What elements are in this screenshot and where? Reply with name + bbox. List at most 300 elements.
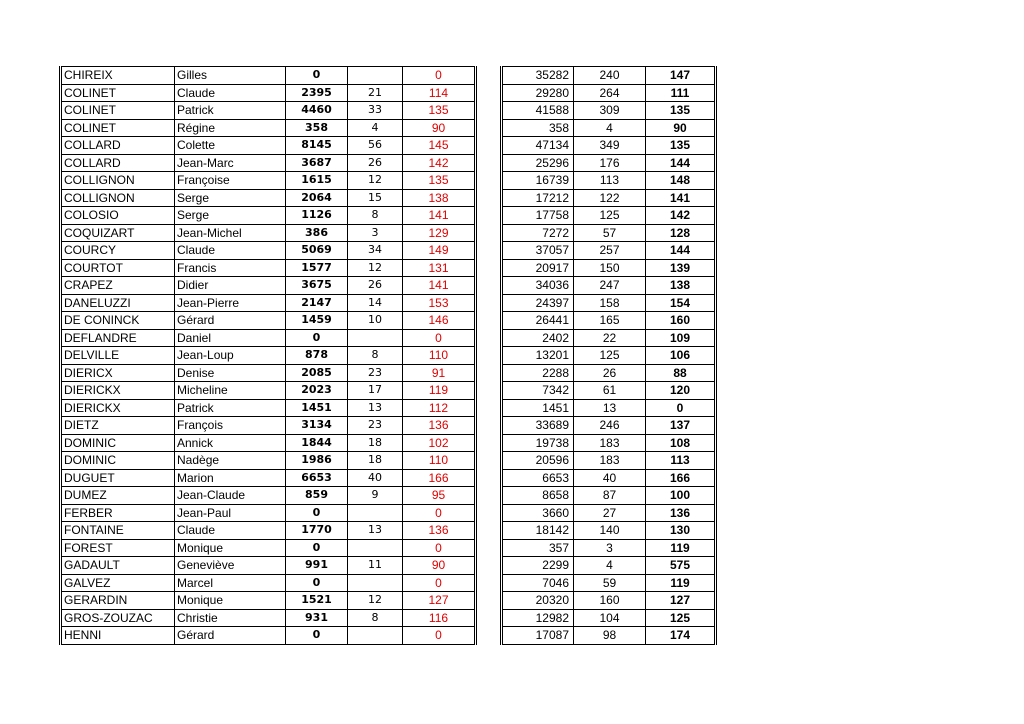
cell-total-points: 1451 — [286, 399, 348, 417]
cell-average: 145 — [403, 137, 476, 155]
cell-cumulative-average: 138 — [646, 277, 716, 295]
cell-cumulative-average: 0 — [646, 399, 716, 417]
table-row — [502, 434, 716, 452]
cell-total-points: 931 — [286, 609, 348, 627]
cell-cumulative-games: 113 — [574, 172, 646, 190]
table-row — [61, 102, 476, 120]
cell-cumulative-average: 106 — [646, 347, 716, 365]
cell-cumulative-average: 90 — [646, 119, 716, 137]
cell-games-count: 33 — [348, 102, 403, 120]
table-row — [61, 592, 476, 610]
cell-total-points: 2395 — [286, 84, 348, 102]
cell-cumulative-average: 88 — [646, 364, 716, 382]
player-first-name: Christie — [175, 609, 286, 627]
table-row — [61, 609, 476, 627]
player-first-name: Gérard — [175, 627, 286, 645]
player-first-name: Patrick — [175, 102, 286, 120]
cell-cumulative-games: 349 — [574, 137, 646, 155]
table-row — [502, 557, 716, 575]
cell-average: 0 — [403, 627, 476, 645]
cell-total-points: 1521 — [286, 592, 348, 610]
cell-total-points: 358 — [286, 119, 348, 137]
cell-total-points: 0 — [286, 539, 348, 557]
cell-cumulative-points: 37057 — [502, 242, 574, 260]
cell-total-points: 1459 — [286, 312, 348, 330]
cell-cumulative-average: 113 — [646, 452, 716, 470]
player-last-name: COLOSIO — [61, 207, 175, 225]
cell-cumulative-average: 142 — [646, 207, 716, 225]
cell-games-count: 14 — [348, 294, 403, 312]
player-last-name: GERARDIN — [61, 592, 175, 610]
table-row — [61, 434, 476, 452]
table-row — [61, 504, 476, 522]
cell-cumulative-points: 2299 — [502, 557, 574, 575]
cell-cumulative-games: 3 — [574, 539, 646, 557]
cell-games-count: 12 — [348, 259, 403, 277]
cell-cumulative-points: 1451 — [502, 399, 574, 417]
table-row — [61, 522, 476, 540]
cell-games-count: 26 — [348, 154, 403, 172]
table-row — [61, 207, 476, 225]
cell-average: 0 — [403, 574, 476, 592]
cell-average: 127 — [403, 592, 476, 610]
table-row — [502, 592, 716, 610]
cell-cumulative-points: 24397 — [502, 294, 574, 312]
cell-total-points: 3687 — [286, 154, 348, 172]
cell-cumulative-games: 4 — [574, 119, 646, 137]
cell-games-count: 8 — [348, 347, 403, 365]
player-first-name: Marcel — [175, 574, 286, 592]
cell-cumulative-average: 119 — [646, 574, 716, 592]
table-row — [61, 487, 476, 505]
cell-games-count — [348, 329, 403, 347]
cell-cumulative-games: 247 — [574, 277, 646, 295]
player-last-name: CHIREIX — [61, 67, 175, 85]
player-first-name: Jean-Marc — [175, 154, 286, 172]
table-row — [502, 574, 716, 592]
cell-cumulative-average: 148 — [646, 172, 716, 190]
player-first-name: Gilles — [175, 67, 286, 85]
cell-cumulative-games: 183 — [574, 434, 646, 452]
cell-cumulative-average: 109 — [646, 329, 716, 347]
table-row — [502, 487, 716, 505]
cell-average: 114 — [403, 84, 476, 102]
table-row — [61, 84, 476, 102]
cell-games-count: 10 — [348, 312, 403, 330]
table-row — [502, 137, 716, 155]
player-first-name: Geneviève — [175, 557, 286, 575]
cell-cumulative-average: 111 — [646, 84, 716, 102]
player-last-name: HENNI — [61, 627, 175, 645]
player-last-name: COLLIGNON — [61, 172, 175, 190]
table-row — [502, 119, 716, 137]
cell-total-points: 0 — [286, 574, 348, 592]
cell-average: 0 — [403, 67, 476, 85]
table-row — [61, 259, 476, 277]
cell-cumulative-points: 13201 — [502, 347, 574, 365]
player-first-name: Claude — [175, 84, 286, 102]
cell-average: 141 — [403, 207, 476, 225]
cell-average: 146 — [403, 312, 476, 330]
player-last-name: COURTOT — [61, 259, 175, 277]
cell-cumulative-games: 57 — [574, 224, 646, 242]
table-row — [61, 417, 476, 435]
cell-cumulative-games: 158 — [574, 294, 646, 312]
player-first-name: Jean-Paul — [175, 504, 286, 522]
player-first-name: Jean-Claude — [175, 487, 286, 505]
cell-cumulative-games: 140 — [574, 522, 646, 540]
cell-games-count: 8 — [348, 207, 403, 225]
player-last-name: DUGUET — [61, 469, 175, 487]
cell-total-points: 1844 — [286, 434, 348, 452]
cell-cumulative-average: 147 — [646, 67, 716, 85]
cell-cumulative-average: 100 — [646, 487, 716, 505]
player-first-name: Nadège — [175, 452, 286, 470]
cell-cumulative-average: 125 — [646, 609, 716, 627]
player-first-name: Françoise — [175, 172, 286, 190]
cell-cumulative-points: 16739 — [502, 172, 574, 190]
player-first-name: François — [175, 417, 286, 435]
table-row — [502, 399, 716, 417]
table-row — [502, 539, 716, 557]
cell-cumulative-average: 119 — [646, 539, 716, 557]
cell-total-points: 2085 — [286, 364, 348, 382]
player-first-name: Daniel — [175, 329, 286, 347]
table-row — [61, 399, 476, 417]
cell-cumulative-games: 4 — [574, 557, 646, 575]
cell-cumulative-points: 7046 — [502, 574, 574, 592]
cell-cumulative-average: 130 — [646, 522, 716, 540]
cell-games-count — [348, 539, 403, 557]
cell-total-points: 0 — [286, 627, 348, 645]
table-row — [61, 382, 476, 400]
table-row — [61, 364, 476, 382]
cell-cumulative-games: 98 — [574, 627, 646, 645]
table-row — [502, 207, 716, 225]
cell-total-points: 878 — [286, 347, 348, 365]
cell-average: 153 — [403, 294, 476, 312]
cell-cumulative-points: 12982 — [502, 609, 574, 627]
table-row — [61, 294, 476, 312]
cell-cumulative-games: 176 — [574, 154, 646, 172]
cell-games-count: 11 — [348, 557, 403, 575]
player-first-name: Serge — [175, 207, 286, 225]
cell-average: 129 — [403, 224, 476, 242]
cell-games-count: 3 — [348, 224, 403, 242]
cell-cumulative-games: 61 — [574, 382, 646, 400]
cell-average: 90 — [403, 557, 476, 575]
cell-total-points: 8145 — [286, 137, 348, 155]
cell-total-points: 0 — [286, 67, 348, 85]
table-row — [61, 627, 476, 645]
player-last-name: DIERICX — [61, 364, 175, 382]
cell-cumulative-average: 139 — [646, 259, 716, 277]
cell-games-count: 18 — [348, 452, 403, 470]
table-row — [61, 137, 476, 155]
player-first-name: Francis — [175, 259, 286, 277]
cell-games-count: 9 — [348, 487, 403, 505]
table-row — [502, 84, 716, 102]
table-row — [61, 539, 476, 557]
table-row — [61, 574, 476, 592]
table-row — [61, 119, 476, 137]
table-row — [61, 469, 476, 487]
cell-total-points: 0 — [286, 329, 348, 347]
cell-cumulative-points: 35282 — [502, 67, 574, 85]
cell-cumulative-points: 358 — [502, 119, 574, 137]
cell-cumulative-average: 135 — [646, 102, 716, 120]
cell-cumulative-points: 3660 — [502, 504, 574, 522]
left-score-table — [59, 66, 477, 645]
table-row — [61, 67, 476, 85]
player-last-name: COQUIZART — [61, 224, 175, 242]
cell-average: 131 — [403, 259, 476, 277]
table-row — [502, 364, 716, 382]
cell-cumulative-points: 41588 — [502, 102, 574, 120]
cell-cumulative-games: 240 — [574, 67, 646, 85]
cell-cumulative-average: 141 — [646, 189, 716, 207]
table-row — [502, 627, 716, 645]
cell-games-count: 40 — [348, 469, 403, 487]
cell-average: 119 — [403, 382, 476, 400]
table-row — [61, 189, 476, 207]
cell-average: 116 — [403, 609, 476, 627]
table-row — [502, 224, 716, 242]
table-row — [502, 102, 716, 120]
cell-average: 102 — [403, 434, 476, 452]
cell-cumulative-points: 2402 — [502, 329, 574, 347]
player-last-name: DIERICKX — [61, 399, 175, 417]
cell-total-points: 1986 — [286, 452, 348, 470]
cell-games-count: 21 — [348, 84, 403, 102]
cell-average: 91 — [403, 364, 476, 382]
player-last-name: FONTAINE — [61, 522, 175, 540]
player-first-name: Régine — [175, 119, 286, 137]
player-last-name: COLINET — [61, 102, 175, 120]
cell-games-count — [348, 574, 403, 592]
cell-cumulative-points: 47134 — [502, 137, 574, 155]
cell-cumulative-average: 154 — [646, 294, 716, 312]
cell-cumulative-games: 246 — [574, 417, 646, 435]
cell-average: 0 — [403, 504, 476, 522]
player-first-name: Micheline — [175, 382, 286, 400]
player-last-name: COLLARD — [61, 154, 175, 172]
cell-total-points: 2023 — [286, 382, 348, 400]
cell-average: 135 — [403, 102, 476, 120]
cell-average: 112 — [403, 399, 476, 417]
cell-cumulative-average: 120 — [646, 382, 716, 400]
player-first-name: Claude — [175, 522, 286, 540]
player-last-name: DIERICKX — [61, 382, 175, 400]
table-row — [61, 557, 476, 575]
cell-cumulative-points: 8658 — [502, 487, 574, 505]
player-last-name: COLLIGNON — [61, 189, 175, 207]
cell-cumulative-games: 87 — [574, 487, 646, 505]
cell-average: 142 — [403, 154, 476, 172]
table-row — [502, 382, 716, 400]
player-last-name: FOREST — [61, 539, 175, 557]
left-table-body — [61, 67, 476, 645]
cell-cumulative-games: 26 — [574, 364, 646, 382]
table-row — [61, 312, 476, 330]
cell-cumulative-average: 135 — [646, 137, 716, 155]
cell-games-count: 34 — [348, 242, 403, 260]
table-row — [502, 347, 716, 365]
table-row — [502, 329, 716, 347]
cell-games-count: 18 — [348, 434, 403, 452]
cell-cumulative-average: 127 — [646, 592, 716, 610]
cell-total-points: 6653 — [286, 469, 348, 487]
cell-cumulative-average: 575 — [646, 557, 716, 575]
cell-cumulative-points: 18142 — [502, 522, 574, 540]
cell-total-points: 991 — [286, 557, 348, 575]
cell-cumulative-average: 144 — [646, 242, 716, 260]
cell-games-count: 13 — [348, 399, 403, 417]
cell-cumulative-points: 357 — [502, 539, 574, 557]
cell-cumulative-games: 22 — [574, 329, 646, 347]
cell-average: 135 — [403, 172, 476, 190]
player-first-name: Monique — [175, 539, 286, 557]
cell-average: 136 — [403, 417, 476, 435]
player-last-name: DOMINIC — [61, 452, 175, 470]
table-row — [502, 242, 716, 260]
cell-cumulative-points: 17087 — [502, 627, 574, 645]
cell-total-points: 2064 — [286, 189, 348, 207]
cell-cumulative-games: 257 — [574, 242, 646, 260]
table-row — [502, 277, 716, 295]
player-last-name: DOMINIC — [61, 434, 175, 452]
cell-cumulative-games: 27 — [574, 504, 646, 522]
cell-cumulative-average: 174 — [646, 627, 716, 645]
table-row — [502, 189, 716, 207]
player-last-name: DIETZ — [61, 417, 175, 435]
player-first-name: Gérard — [175, 312, 286, 330]
cell-average: 166 — [403, 469, 476, 487]
table-row — [502, 522, 716, 540]
player-first-name: Denise — [175, 364, 286, 382]
table-row — [502, 469, 716, 487]
cell-games-count: 23 — [348, 417, 403, 435]
player-first-name: Patrick — [175, 399, 286, 417]
player-last-name: DELVILLE — [61, 347, 175, 365]
cell-total-points: 386 — [286, 224, 348, 242]
cell-cumulative-average: 128 — [646, 224, 716, 242]
cell-cumulative-games: 122 — [574, 189, 646, 207]
cell-total-points: 4460 — [286, 102, 348, 120]
player-last-name: COURCY — [61, 242, 175, 260]
cell-cumulative-points: 26441 — [502, 312, 574, 330]
cell-games-count: 12 — [348, 172, 403, 190]
cell-cumulative-average: 108 — [646, 434, 716, 452]
cell-games-count: 56 — [348, 137, 403, 155]
cell-total-points: 1126 — [286, 207, 348, 225]
cell-total-points: 1770 — [286, 522, 348, 540]
cell-average: 138 — [403, 189, 476, 207]
cell-cumulative-points: 17212 — [502, 189, 574, 207]
cell-total-points: 2147 — [286, 294, 348, 312]
cell-cumulative-games: 125 — [574, 207, 646, 225]
cell-cumulative-games: 13 — [574, 399, 646, 417]
player-last-name: DANELUZZI — [61, 294, 175, 312]
table-row — [502, 452, 716, 470]
cell-games-count: 17 — [348, 382, 403, 400]
cell-games-count: 13 — [348, 522, 403, 540]
cell-cumulative-games: 183 — [574, 452, 646, 470]
cell-cumulative-games: 264 — [574, 84, 646, 102]
cell-average: 141 — [403, 277, 476, 295]
player-first-name: Claude — [175, 242, 286, 260]
cell-average: 90 — [403, 119, 476, 137]
cell-cumulative-points: 20917 — [502, 259, 574, 277]
table-row — [502, 294, 716, 312]
cell-total-points: 1615 — [286, 172, 348, 190]
cell-average: 110 — [403, 347, 476, 365]
right-score-table — [500, 66, 717, 645]
cell-cumulative-games: 59 — [574, 574, 646, 592]
table-row — [61, 154, 476, 172]
player-last-name: GALVEZ — [61, 574, 175, 592]
cell-cumulative-points: 17758 — [502, 207, 574, 225]
player-last-name: GADAULT — [61, 557, 175, 575]
player-first-name: Jean-Michel — [175, 224, 286, 242]
table-row — [502, 504, 716, 522]
cell-games-count: 26 — [348, 277, 403, 295]
table-row — [502, 67, 716, 85]
table-row — [61, 277, 476, 295]
table-row — [502, 609, 716, 627]
player-first-name: Annick — [175, 434, 286, 452]
table-row — [502, 417, 716, 435]
cell-cumulative-games: 165 — [574, 312, 646, 330]
cell-total-points: 3134 — [286, 417, 348, 435]
cell-cumulative-games: 40 — [574, 469, 646, 487]
player-first-name: Didier — [175, 277, 286, 295]
table-row — [61, 224, 476, 242]
table-row — [61, 242, 476, 260]
cell-games-count: 12 — [348, 592, 403, 610]
cell-cumulative-points: 6653 — [502, 469, 574, 487]
cell-cumulative-points: 19738 — [502, 434, 574, 452]
cell-cumulative-points: 25296 — [502, 154, 574, 172]
table-row — [61, 347, 476, 365]
cell-total-points: 859 — [286, 487, 348, 505]
cell-cumulative-average: 137 — [646, 417, 716, 435]
cell-average: 149 — [403, 242, 476, 260]
cell-cumulative-points: 20596 — [502, 452, 574, 470]
cell-cumulative-games: 309 — [574, 102, 646, 120]
player-first-name: Jean-Loup — [175, 347, 286, 365]
cell-games-count: 8 — [348, 609, 403, 627]
player-last-name: COLINET — [61, 119, 175, 137]
cell-average: 0 — [403, 329, 476, 347]
cell-average: 110 — [403, 452, 476, 470]
player-first-name: Marion — [175, 469, 286, 487]
cell-cumulative-games: 125 — [574, 347, 646, 365]
table-row — [61, 452, 476, 470]
cell-games-count: 4 — [348, 119, 403, 137]
cell-cumulative-points: 7272 — [502, 224, 574, 242]
player-last-name: DEFLANDRE — [61, 329, 175, 347]
player-last-name: DE CONINCK — [61, 312, 175, 330]
player-last-name: COLINET — [61, 84, 175, 102]
player-last-name: CRAPEZ — [61, 277, 175, 295]
cell-total-points: 1577 — [286, 259, 348, 277]
player-last-name: COLLARD — [61, 137, 175, 155]
player-last-name: DUMEZ — [61, 487, 175, 505]
table-row — [502, 154, 716, 172]
cell-cumulative-games: 160 — [574, 592, 646, 610]
cell-cumulative-games: 150 — [574, 259, 646, 277]
